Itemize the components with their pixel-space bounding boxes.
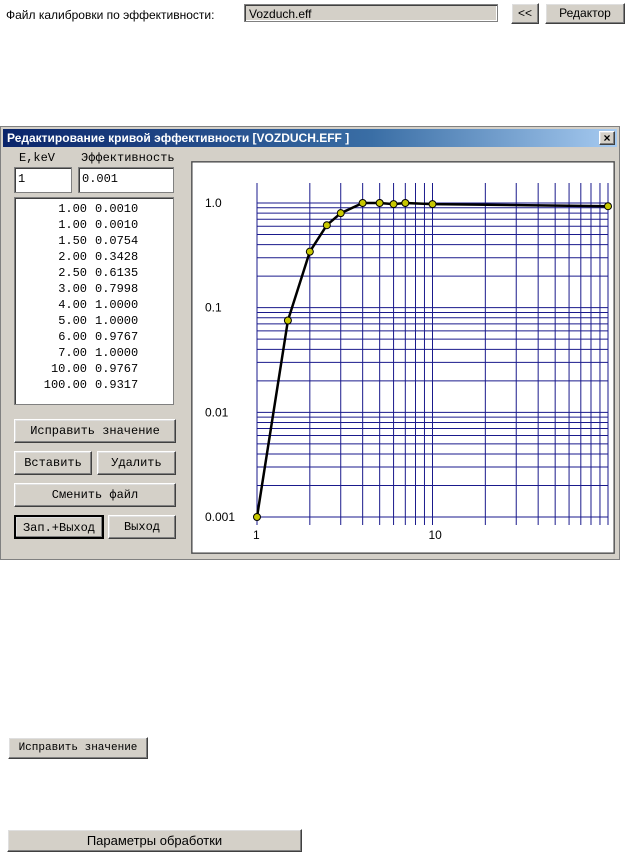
list-item[interactable]: [15, 329, 173, 345]
efficiency-input[interactable]: 0.001: [78, 167, 174, 193]
data-point: [402, 200, 409, 207]
list-item-efficiency: 1.0000: [95, 298, 139, 312]
list-item[interactable]: [15, 217, 173, 233]
efficiency-curve-chart: [191, 161, 615, 554]
dialog-titlebar: [3, 129, 617, 147]
insert-button[interactable]: Вставить: [14, 451, 92, 475]
list-item-efficiency: 0.0010: [95, 218, 139, 232]
data-point: [254, 514, 261, 521]
chart-background: [191, 161, 615, 554]
save-exit-button[interactable]: Зап.+Выход: [14, 515, 104, 539]
list-item[interactable]: [15, 281, 173, 297]
list-item-energy: 6.00: [58, 330, 87, 344]
data-point: [429, 201, 436, 208]
list-item-energy: 100.00: [43, 378, 87, 392]
energy-header: E,keV: [19, 151, 56, 165]
x-tick-label: 10: [428, 528, 442, 542]
list-item[interactable]: [15, 233, 173, 249]
energy-input[interactable]: 1: [14, 167, 72, 193]
list-item-efficiency: 1.0000: [95, 314, 139, 328]
calibration-file-field[interactable]: Vozduch.eff: [244, 4, 498, 22]
data-point: [337, 210, 344, 217]
list-item-efficiency: 0.9317: [95, 378, 139, 392]
list-item-energy: 5.00: [58, 314, 87, 328]
exit-button[interactable]: Выход: [108, 515, 176, 539]
y-tick-label: 0.01: [205, 405, 229, 420]
list-item-efficiency: 0.7998: [95, 282, 139, 296]
list-item-energy: 1.00: [58, 218, 87, 232]
list-item-efficiency: 0.9767: [95, 330, 139, 344]
dialog-title: Редактирование кривой эффективности [VOZDUCH.EFF ]: [7, 131, 350, 145]
list-item-efficiency: 0.6135: [95, 266, 139, 280]
fix-value-button-standalone[interactable]: Исправить значение: [8, 737, 148, 759]
list-item-energy: 1.00: [58, 202, 87, 216]
data-point: [390, 201, 397, 208]
list-item-energy: 2.50: [58, 266, 87, 280]
data-point: [605, 203, 612, 210]
list-item-energy: 7.00: [58, 346, 87, 360]
list-item[interactable]: [15, 345, 173, 361]
editor-button[interactable]: Редактор: [545, 3, 625, 24]
calibration-file-label: Файл калибровки по эффективности:: [6, 8, 215, 22]
list-item-efficiency: 0.0010: [95, 202, 139, 216]
list-item[interactable]: [15, 313, 173, 329]
data-point: [376, 200, 383, 207]
list-item-energy: 3.00: [58, 282, 87, 296]
x-tick-label: 1: [253, 528, 260, 542]
list-item[interactable]: [15, 361, 173, 377]
efficiency-header: Эффективность: [81, 151, 175, 165]
list-item-energy: 2.00: [58, 250, 87, 264]
list-item-efficiency: 0.9767: [95, 362, 139, 376]
efficiency-editor-dialog: [0, 126, 620, 560]
list-item-efficiency: 0.3428: [95, 250, 139, 264]
list-item[interactable]: [15, 249, 173, 265]
y-tick-label: 1.0: [205, 196, 222, 210]
calibration-points-list[interactable]: [14, 197, 174, 405]
list-item[interactable]: [15, 201, 173, 217]
list-item[interactable]: [15, 297, 173, 313]
delete-button[interactable]: Удалить: [97, 451, 176, 475]
list-item-energy: 10.00: [50, 362, 87, 376]
data-point: [306, 248, 313, 255]
back-button[interactable]: <<: [511, 3, 539, 24]
list-item-efficiency: 0.0754: [95, 234, 139, 248]
data-point: [284, 317, 291, 324]
data-point: [359, 200, 366, 207]
y-tick-label: 0.001: [205, 510, 236, 524]
close-icon[interactable]: ×: [599, 131, 615, 145]
processing-params-button[interactable]: Параметры обработки: [7, 829, 302, 852]
fix-value-button[interactable]: Исправить значение: [14, 419, 176, 443]
list-item-energy: 4.00: [58, 298, 87, 312]
y-tick-label: 0.1: [205, 300, 222, 315]
data-point: [323, 222, 330, 229]
list-item-energy: 1.50: [58, 234, 87, 248]
list-item-efficiency: 1.0000: [95, 346, 139, 360]
change-file-button[interactable]: Сменить файл: [14, 483, 176, 507]
list-item[interactable]: [15, 377, 173, 393]
list-item[interactable]: [15, 265, 173, 281]
